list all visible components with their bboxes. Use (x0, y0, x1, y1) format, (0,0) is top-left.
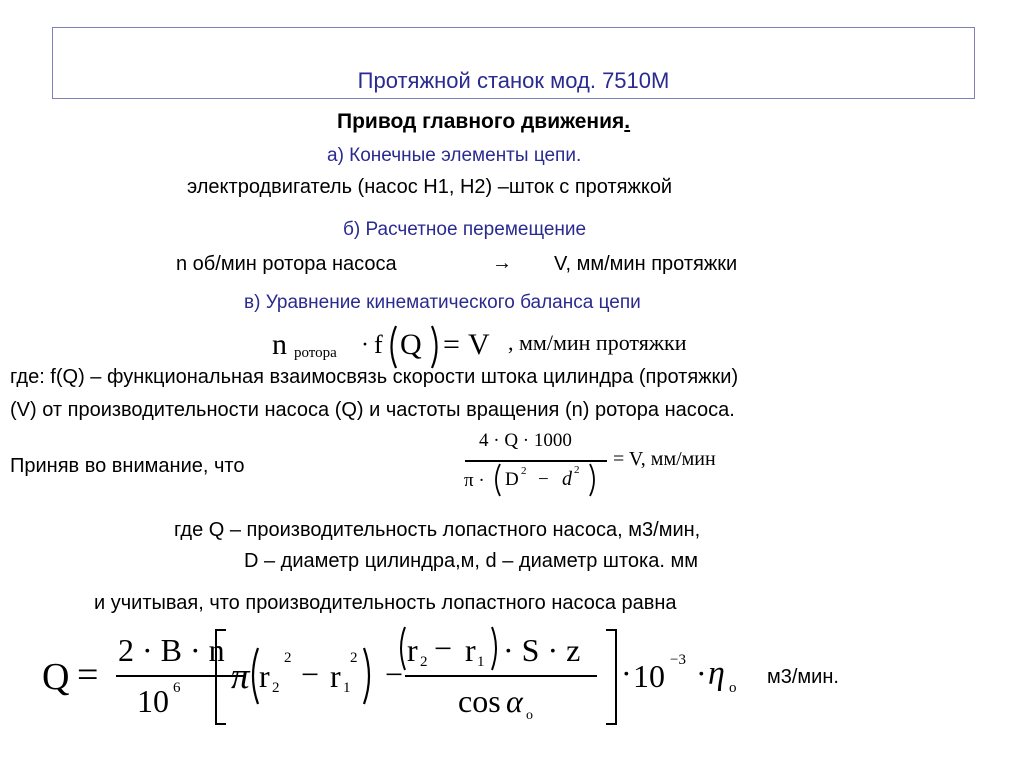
eq3-times-2: · (696, 655, 707, 691)
text-b-right: V, мм/мин протяжки (554, 253, 738, 275)
eq3-equals: = (77, 654, 99, 696)
eq3-ten-exp: −3 (670, 652, 686, 668)
eq2-lead-text: Приняв во внимание, что (10, 455, 245, 477)
eq3-num2-dot: · S · z (503, 632, 581, 668)
eq3-eta-sub: o (729, 680, 737, 696)
eq3-pi: π (231, 656, 250, 697)
label-c: в) Уравнение кинематического баланса цепи (244, 292, 641, 313)
eq3-denominator-base: 10 (137, 683, 169, 719)
eq3-minus-1: − (301, 656, 320, 692)
eq3-num2-r2-sub: 2 (420, 654, 428, 670)
eq3-minus-2: − (385, 656, 404, 692)
eq3-alpha-sub: o (526, 708, 533, 723)
eq2-minus: − (538, 469, 549, 490)
text-b-left: n об/мин ротора насоса (176, 253, 397, 275)
eq1-unit: , мм/мин протяжки (508, 330, 687, 355)
eq2-d-exp: 2 (574, 464, 580, 476)
eq3-ten: 10 (633, 658, 665, 694)
eq3-r1-sub: 1 (343, 680, 351, 696)
eq1-V: V (468, 328, 490, 361)
definition-line-3: и учитывая, что производительность лопастного насоса равна (94, 592, 677, 614)
eq1-f: f (374, 330, 383, 359)
label-a: а) Конечные элементы цепи. (327, 145, 582, 166)
section-heading-text: Привод главного движения (337, 110, 625, 133)
eq3-Q: Q (42, 656, 70, 698)
eq3-eta: η (708, 655, 725, 692)
eq2-D-exp: 2 (521, 465, 527, 477)
eq3-r1-sup: 2 (350, 650, 358, 666)
label-b: б) Расчетное перемещение (343, 219, 587, 240)
eq1-dot: · (361, 332, 369, 358)
where-line-2: (V) от производительности насоса (Q) и частоты вращения (n) ротора насоса. (10, 399, 735, 421)
eq3-r2-sub: 2 (272, 680, 280, 696)
eq3-num2-r2: r (407, 632, 418, 668)
eq1-Q: Q (400, 328, 422, 361)
text-a: электродвигатель (насос Н1, Н2) –шток с протяжкой (187, 176, 673, 198)
eq3-cos: cos (458, 683, 501, 719)
arrow-icon: → (492, 252, 512, 274)
section-heading-period: . (624, 110, 631, 133)
eq3-numerator-1: 2 · B · n (118, 632, 225, 668)
eq1-n: n (272, 328, 287, 361)
definition-line-1: где Q – производительность лопастного насоса, м3/мин, (174, 519, 701, 541)
equation-3 (40, 622, 840, 732)
eq3-unit: м3/мин. (767, 666, 839, 688)
eq3-num2-r1-sub: 1 (477, 654, 485, 670)
eq3-r1: r (330, 658, 341, 694)
section-heading (337, 110, 630, 134)
definition-line-2: D – диаметр цилиндра,м, d – диаметр штока. мм (244, 550, 698, 572)
eq2-pi: π · (464, 470, 485, 491)
eq3-r2-sup: 2 (284, 650, 292, 666)
eq3-fraction-bar-2 (405, 675, 597, 677)
eq2-rhs: = V, мм/мин (613, 448, 716, 470)
eq3-r2: r (259, 658, 270, 694)
eq2-numerator: 4 · Q · 1000 (479, 430, 572, 451)
eq3-alpha: α (506, 683, 523, 719)
title-box (52, 27, 975, 99)
eq3-num2-r1: r (465, 632, 476, 668)
where-line-1: где: f(Q) – функциональная взаимосвязь скорости штока цилиндра (протяжки) (10, 366, 739, 388)
eq3-times-1: · (621, 655, 632, 691)
eq1-equals: = (443, 328, 460, 361)
eq3-denominator-exp: 6 (173, 680, 181, 696)
eq2-d: d (562, 468, 572, 490)
eq1-subscript: ротора (294, 345, 337, 361)
page-title: Протяжной станок мод. 7510М (357, 68, 670, 93)
eq2-D: D (505, 469, 519, 490)
equation-2 (458, 428, 748, 498)
eq3-num2-minus: − (434, 630, 453, 666)
